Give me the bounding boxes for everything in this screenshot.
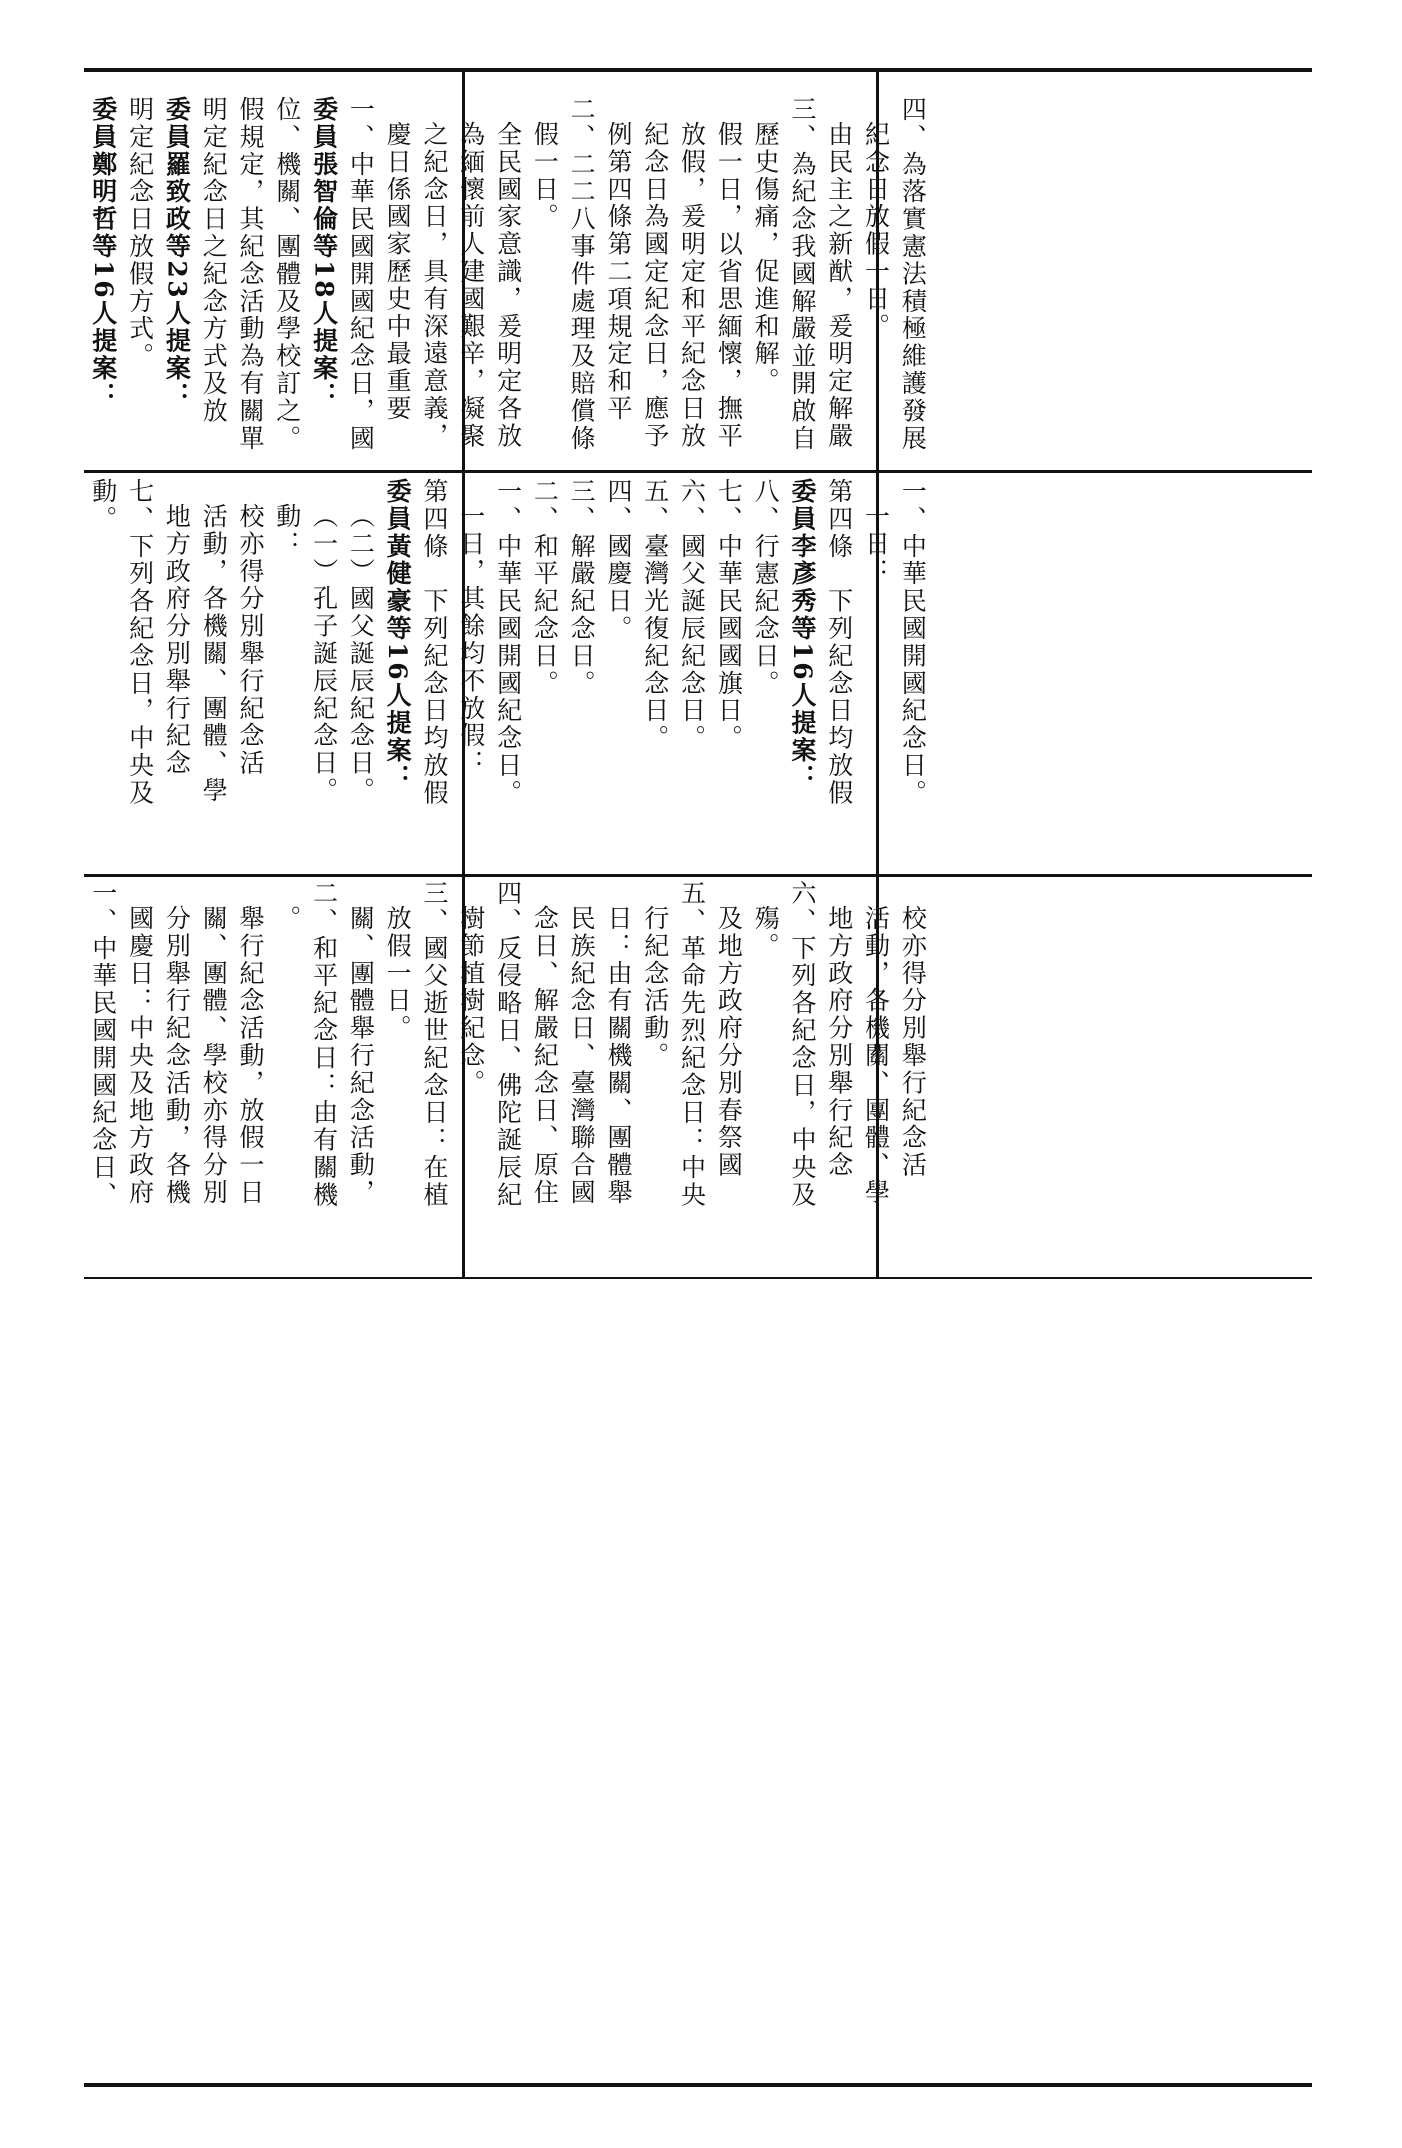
- text-line: 動。: [88, 478, 118, 533]
- text-line: 行紀念活動。: [640, 905, 670, 1070]
- text-line: 明定紀念日之紀念方式及放: [199, 96, 229, 425]
- table-cell-current-law: [84, 880, 1312, 1270]
- text-line: 日：由有關機關、團體舉: [603, 905, 633, 1207]
- text-line: 三、解嚴紀念日。: [567, 478, 597, 698]
- text-line: 慶日係國家歷史中最重要: [383, 121, 413, 423]
- text-line: 六、下列各紀念日，中央及: [787, 880, 817, 1209]
- column-divider-h2: [84, 874, 1312, 877]
- text-line: 一、中華民國開國紀念日。: [898, 478, 928, 807]
- text-line: 四、為落實憲法積極維護發展: [898, 96, 928, 453]
- text-line: 假一日。: [530, 121, 560, 231]
- table-bottom-border: [84, 2083, 1312, 2087]
- proposal-heading: 委員鄭明哲等16人提案：: [88, 96, 118, 410]
- text-line: 活動，各機關、團體、學: [861, 905, 891, 1207]
- text-line: 念日、解嚴紀念日、原住: [530, 905, 560, 1207]
- text-line: 二、和平紀念日。: [530, 478, 560, 698]
- text-line: 一日：: [861, 503, 891, 586]
- text-line: 地方政府分別舉行紀念: [162, 503, 192, 777]
- text-line: 之紀念日，具有深遠意義，: [419, 121, 449, 450]
- table-top-border: [84, 68, 1312, 72]
- table-cell-empty-1: [84, 1279, 462, 2083]
- text-line: 六、國父誕辰紀念日。: [677, 478, 707, 752]
- text-line: 為緬懷前人建國艱辛，凝聚: [456, 121, 486, 450]
- text-line: 關、團體舉行紀念活動，: [346, 905, 376, 1207]
- text-line: 一、中華民國開國紀念日。: [493, 478, 523, 807]
- text-line: 五、革命先烈紀念日：中央: [677, 880, 707, 1209]
- text-line: 地方政府分別舉行紀念: [824, 905, 854, 1179]
- text-line: 動：: [272, 503, 302, 558]
- text-line: 假一日，以省思緬懷，撫平: [714, 121, 744, 450]
- proposal-heading: 委員張智倫等18人提案：: [309, 96, 339, 410]
- text-line: 及地方政府分別春祭國: [714, 905, 744, 1179]
- text-line: 一日，其餘均不放假：: [456, 503, 486, 777]
- text-line: 校亦得分別舉行紀念活: [235, 503, 265, 777]
- text-line: 七、下列各紀念日，中央及: [125, 478, 155, 807]
- text-line: 二、二二八事件處理及賠償條: [567, 96, 597, 453]
- table-cell-empty-2: [465, 1279, 876, 2083]
- text-line: 樹節植樹紀念。: [456, 905, 486, 1097]
- text-line: 歷史傷痛，促進和解。: [751, 121, 781, 395]
- text-line: 放假一日。: [383, 905, 413, 1042]
- text-line: 四、反侵略日、佛陀誕辰紀: [493, 880, 523, 1209]
- text-line: 一、中華民國開國紀念日，國: [346, 96, 376, 453]
- text-line: 關、團體、學校亦得分別: [199, 905, 229, 1207]
- table-cell-empty-3: [879, 1279, 1312, 2083]
- text-line: 五、臺灣光復紀念日。: [640, 478, 670, 752]
- text-line: 殤。: [751, 905, 781, 960]
- text-line: 一、中華民國開國紀念日、: [88, 880, 118, 1209]
- text-line: 四、國慶日。: [603, 478, 633, 643]
- text-line: 明定紀念日放假方式。: [125, 96, 155, 370]
- text-line: 。: [272, 905, 302, 933]
- column-divider-h1: [84, 470, 1312, 473]
- text-line: 二、和平紀念日：由有關機: [309, 880, 339, 1209]
- text-line: （一）孔子誕辰紀念日。: [309, 503, 339, 805]
- text-line: 民族紀念日、臺灣聯合國: [567, 905, 597, 1207]
- text-line: 例第四條第二項規定和平: [603, 121, 633, 423]
- text-line: 八、行憲紀念日。: [751, 478, 781, 698]
- table-cell-proposals: [84, 96, 1312, 470]
- text-line: 國慶日：中央及地方政府: [125, 905, 155, 1207]
- text-line: 放假，爰明定和平紀念日放: [677, 121, 707, 450]
- text-line: （二）國父誕辰紀念日。: [346, 503, 376, 805]
- text-line: 三、國父逝世紀念日：在植: [419, 880, 449, 1209]
- text-line: 位、機關、團體及學校訂之。: [272, 96, 302, 453]
- table-cell-proposals-continued: [84, 478, 1312, 866]
- text-line: 活動，各機關、團體、學: [199, 503, 229, 805]
- text-line: 全民國家意識，爰明定各放: [493, 121, 523, 450]
- proposal-heading: 委員羅致政等23人提案：: [162, 96, 192, 410]
- text-line: 由民主之新猷，爰明定解嚴: [824, 121, 854, 450]
- text-line: 第四條 下列紀念日均放假: [419, 478, 449, 807]
- text-line: 紀念日為國定紀念日，應予: [640, 121, 670, 450]
- text-line: 校亦得分別舉行紀念活: [898, 905, 928, 1179]
- proposal-heading: 委員李彥秀等16人提案：: [787, 478, 817, 792]
- proposal-heading: 委員黃健豪等16人提案：: [383, 478, 413, 792]
- text-line: 第四條 下列紀念日均放假: [824, 478, 854, 807]
- text-line: 七、中華民國國旗日。: [714, 478, 744, 752]
- text-line: 假規定，其紀念活動為有關單: [235, 96, 265, 453]
- text-line: 紀念日放假一日。: [861, 121, 891, 341]
- text-line: 分別舉行紀念活動，各機: [162, 905, 192, 1207]
- text-line: 舉行紀念活動，放假一日: [235, 905, 265, 1207]
- text-line: 三、為紀念我國解嚴並開啟自: [787, 96, 817, 453]
